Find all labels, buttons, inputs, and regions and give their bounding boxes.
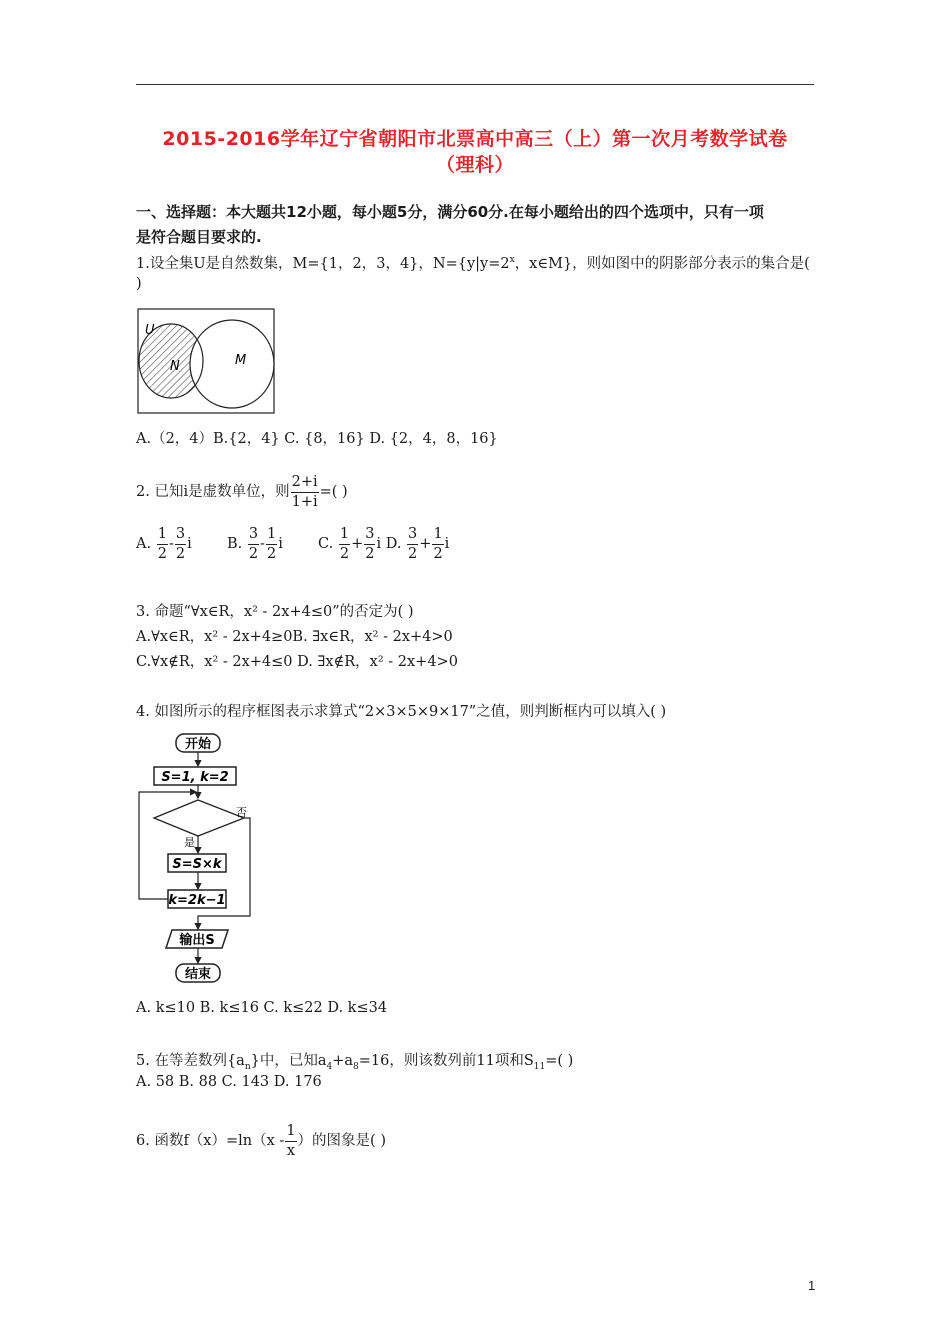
q2-opt-a-n1: 1 xyxy=(157,527,168,545)
q3-options-ab: A.∀x∈R，x² - 2x+4≥0B. ∃x∈R，x² - 2x+4>0 xyxy=(136,629,453,645)
q1-stem-b: ，x∈M}，则如图中的阴影部分表示的集合是( xyxy=(514,256,810,272)
q4-options: A. k≤10 B. k≤16 C. k≤22 D. k≤34 xyxy=(136,1000,388,1016)
q2-option-d xyxy=(406,526,450,562)
q6-stem-b: ）的图象是( ) xyxy=(297,1133,386,1149)
q1-options: A.（2，4）B.{2，4} C. {8，16} D. {2，4，8，16} xyxy=(136,431,498,447)
doc-title-line1: 2015-2016学年辽宁省朝阳市北票高中高三（上）第一次月考数学试卷 xyxy=(162,128,788,150)
q2-opt-c-op: + xyxy=(351,536,364,552)
q5-stem-a: 5. 在等差数列{a xyxy=(136,1053,245,1069)
q2-frac-num: 2+i xyxy=(291,475,319,493)
q3-stem: 3. 命题“∀x∈R，x² - 2x+4≤0”的否定为( ) xyxy=(136,604,414,620)
section-heading xyxy=(136,200,816,250)
q1-stem-cont: ) xyxy=(136,276,142,292)
q2-opt-d-op: + xyxy=(419,536,432,552)
venn-label-n: N xyxy=(170,359,180,374)
q5-stem-d: =16，则该数列前11项和S xyxy=(358,1053,534,1069)
doc-title-line2: （理科） xyxy=(435,154,514,176)
q2-stem-b: =( ) xyxy=(319,484,348,500)
q2-opt-d-n2: 1 xyxy=(432,527,443,545)
q2-opt-c-d2: 2 xyxy=(365,545,375,562)
venn-label-u: U xyxy=(145,323,155,338)
q5-stem-c: +a xyxy=(332,1053,354,1069)
section-heading-line1: 一、选择题：本大题共12小题，每小题5分，满分60分.在每小题给出的四个选项中，只有一项 xyxy=(136,203,764,221)
q2-opt-b-op: - xyxy=(260,536,265,552)
q2-opt-a-label: A. xyxy=(136,536,152,552)
q2-fraction xyxy=(291,475,319,509)
q2-opt-b-d1: 2 xyxy=(248,545,259,562)
q2-frac-den: 1+i xyxy=(291,493,318,510)
flow-decision-diamond xyxy=(154,800,244,836)
flow-no-label: 否 xyxy=(236,806,247,819)
q3-options-cd: C.∀x∉R，x² - 2x+4≤0 D. ∃x∉R，x² - 2x+4>0 xyxy=(136,654,458,670)
q2-opt-a-d1: 2 xyxy=(157,545,167,562)
flow-yes-label: 是 xyxy=(184,836,195,849)
q4-flowchart xyxy=(132,730,262,992)
q2-opt-a-d2: 2 xyxy=(175,545,186,562)
flow-update-label: k=2k−1 xyxy=(168,893,226,908)
q2-opt-d-n1: 3 xyxy=(407,527,418,545)
q5-sub-n: n xyxy=(244,1061,251,1072)
q6-fraction xyxy=(285,1124,296,1158)
q2-opt-d-d1: 2 xyxy=(408,545,418,562)
q2-opt-b-d2: 2 xyxy=(266,545,277,562)
q6-stem xyxy=(136,1124,386,1158)
q2-opt-b-tail: i xyxy=(278,536,283,552)
q5-sub-8: 8 xyxy=(353,1061,359,1072)
q1-venn-diagram xyxy=(137,308,277,416)
q5-options: A. 58 B. 88 C. 143 D. 176 xyxy=(136,1074,322,1090)
q5-sub-4: 4 xyxy=(326,1061,333,1072)
q2-opt-c-n2: 3 xyxy=(364,527,375,545)
q5-stem-b: }中，已知a xyxy=(250,1053,327,1069)
q2-opt-b-n1: 3 xyxy=(248,527,259,545)
q5-stem xyxy=(136,1049,573,1072)
q1-stem xyxy=(136,252,810,273)
q5-sub-11: 11 xyxy=(533,1061,546,1072)
page-number: 1 xyxy=(808,1278,816,1293)
q2-opt-a-n2: 3 xyxy=(175,527,186,545)
flow-output-label: 输出S xyxy=(179,933,215,948)
q6-frac-den: x xyxy=(286,1142,296,1159)
section-heading-line2: 是符合题目要求的. xyxy=(136,228,262,246)
q2-opt-c-d1: 2 xyxy=(339,545,350,562)
q1-stem-sup: x xyxy=(509,255,515,266)
q2-stem-a: 2. 已知i是虚数单位，则 xyxy=(136,484,290,500)
q2-opt-a-tail: i xyxy=(187,536,192,552)
q2-options xyxy=(136,527,449,561)
q2-option-b xyxy=(226,526,288,562)
q5-stem-e: =( ) xyxy=(545,1053,574,1069)
q2-opt-a-op: - xyxy=(168,536,174,552)
flow-start-label: 开始 xyxy=(184,737,212,752)
q2-opt-b-n2: 1 xyxy=(266,527,277,545)
q2-opt-b-label: B. xyxy=(226,536,243,552)
q2-opt-c-n1: 1 xyxy=(339,527,350,545)
flow-init-label: S=1, k=2 xyxy=(161,770,229,785)
q6-frac-num: 1 xyxy=(285,1124,296,1142)
header-rule xyxy=(136,84,814,85)
q6-stem-a: 6. 函数f（x）=ln（x - xyxy=(136,1133,285,1149)
q1-stem-a: 1.设全集U是自然数集，M={1，2，3，4}，N={y|y=2 xyxy=(136,256,510,272)
q2-stem xyxy=(136,475,348,509)
q2-opt-d-tail: i xyxy=(444,536,450,552)
q4-stem: 4. 如图所示的程序框图表示求算式“2×3×5×9×17”之值，则判断框内可以填入( ) xyxy=(136,704,667,720)
q2-opt-c-tail: i D. xyxy=(376,536,402,552)
q2-opt-d-d2: 2 xyxy=(433,545,443,562)
q2-option-a xyxy=(136,526,196,562)
flow-no-arrow xyxy=(198,818,250,929)
flow-end-label: 结束 xyxy=(184,967,212,982)
venn-label-m: M xyxy=(235,353,247,368)
flow-mult-label: S=S×k xyxy=(172,857,222,872)
q2-option-c xyxy=(318,526,406,562)
q2-opt-c-label: C. xyxy=(318,536,334,552)
